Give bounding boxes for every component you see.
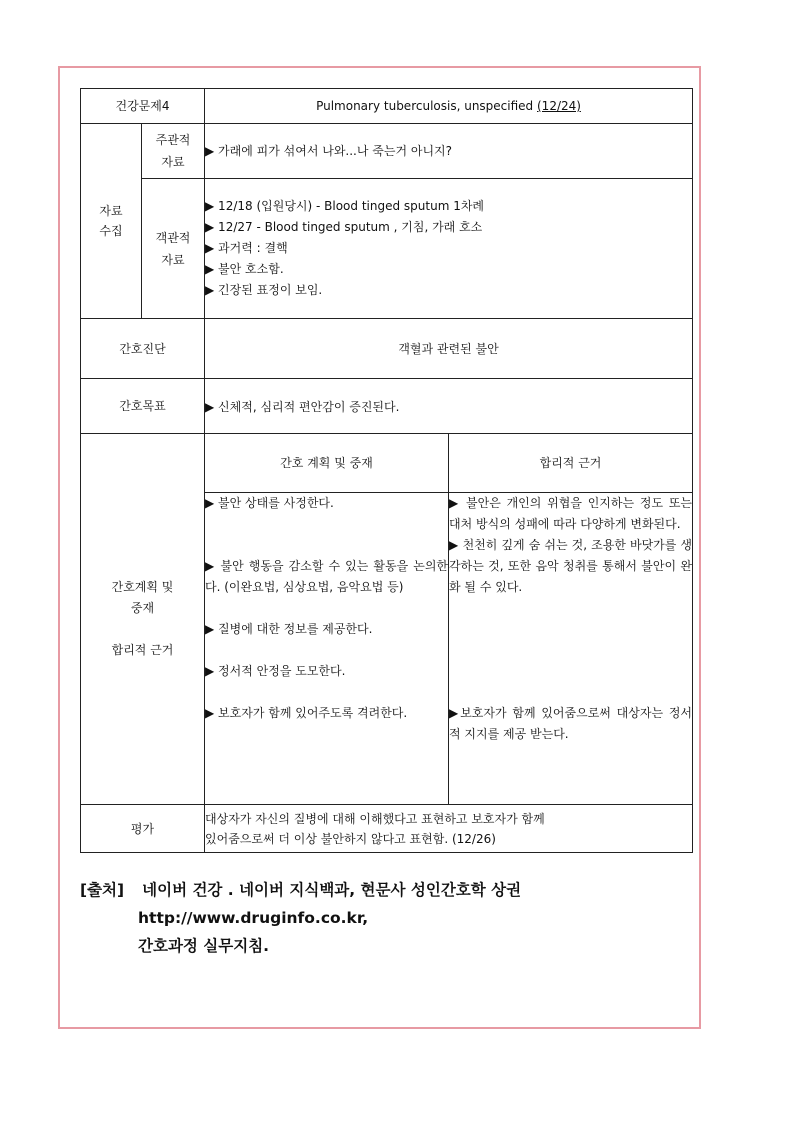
evaluation-line: 대상자가 자신의 질병에 대해 이해했다고 표현하고 보호자가 함께	[205, 811, 545, 826]
rationale-item: ▶ 불안은 개인의 위협을 인지하는 정도 또는 대처 방식의 성패에 따라 다양하게 변화된다.	[449, 496, 693, 531]
data-collection-label: 자료 수집	[81, 124, 142, 319]
evaluation-line: 있어줌으로써 더 이상 불안하지 않다고 표현함. (12/26)	[205, 831, 496, 846]
objective-item: ▶ 12/18 (입원당시) - Blood tinged sputum 1차례	[205, 199, 485, 213]
intervention-item: ▶ 불안 행동을 감소할 수 있는 활동을 논의한다. (이완요법, 심상요법, 음악요법 등)	[205, 559, 449, 594]
intervention-item: ▶ 보호자가 함께 있어주도록 격려한다.	[205, 706, 408, 720]
interventions-header: 간호 계획 및 중재	[205, 434, 449, 493]
interventions-cell	[205, 493, 449, 805]
sources-label: [출처]	[80, 881, 125, 899]
subjective-item: ▶ 가래에 피가 섞여서 나와...나 죽는거 아니지?	[205, 143, 453, 158]
objective-item: ▶ 12/27 - Blood tinged sputum , 기침, 가래 호소	[205, 220, 483, 234]
sources-section	[80, 876, 521, 960]
diagnosis-text: 객혈과 관련된 불안	[205, 319, 693, 379]
intervention-item: ▶ 질병에 대한 정보를 제공한다.	[205, 622, 373, 636]
rationale-header: 합리적 근거	[449, 434, 693, 493]
problem-date: (12/24)	[537, 99, 581, 113]
rationale-item: ▶보호자가 함께 있어줌으로써 대상자는 정서적 지지를 제공 받는다.	[449, 706, 693, 741]
objective-data	[205, 179, 693, 319]
problem-title: Pulmonary tuberculosis, unspecified	[316, 99, 534, 113]
problem-label: 건강문제4	[81, 89, 205, 124]
intervention-item: ▶ 정서적 안정을 도모한다.	[205, 664, 346, 678]
evaluation-label: 평가	[81, 805, 205, 853]
objective-label: 객관적 자료	[142, 179, 205, 319]
goal-label: 간호목표	[81, 379, 205, 434]
diagnosis-label: 간호진단	[81, 319, 205, 379]
intervention-item: ▶ 불안 상태를 사정한다.	[205, 496, 334, 510]
source-line: 네이버 건강 . 네이버 지식백과, 현문사 성인간호학 상권	[142, 881, 522, 899]
source-line: 간호과정 실무지침.	[138, 937, 270, 955]
goal-text: ▶ 신체적, 심리적 편안감이 증진된다.	[205, 379, 693, 434]
subjective-label: 주관적 자료	[142, 124, 205, 179]
problem-title-cell	[205, 89, 693, 124]
plan-label: 간호계획 및 중재 합리적 근거	[81, 434, 205, 805]
objective-item: ▶ 긴장된 표정이 보임.	[205, 283, 323, 297]
nursing-care-plan-table	[80, 88, 693, 853]
evaluation-text	[205, 805, 693, 853]
rationale-cell	[449, 493, 693, 805]
source-line: http://www.druginfo.co.kr,	[138, 909, 369, 927]
subjective-data	[205, 124, 693, 179]
rationale-item: ▶ 천천히 깊게 숨 쉬는 것, 조용한 바닷가를 생각하는 것, 또한 음악 청취를 통해서 불안이 완화 될 수 있다.	[449, 538, 693, 594]
objective-item: ▶ 과거력 : 결핵	[205, 241, 288, 255]
objective-item: ▶ 불안 호소함.	[205, 262, 284, 276]
